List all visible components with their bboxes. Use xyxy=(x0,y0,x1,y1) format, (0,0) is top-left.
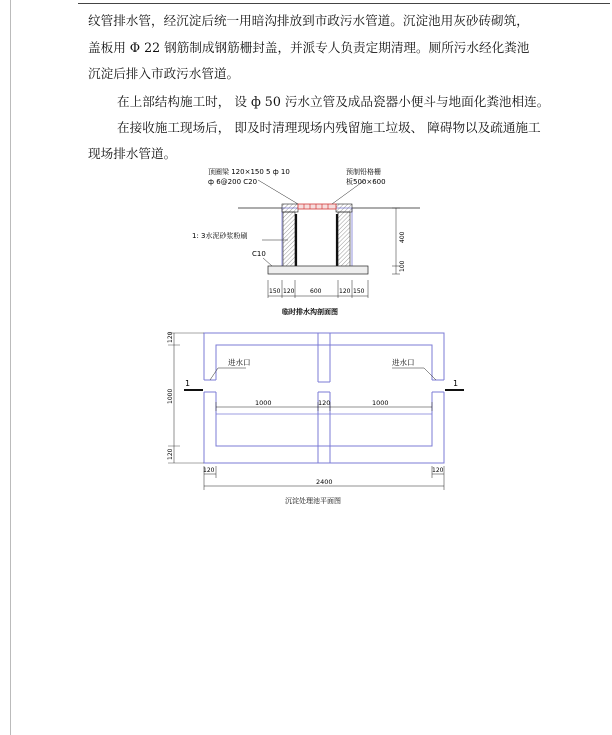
ring-beam-left xyxy=(282,204,298,212)
cut-label-right: 1 xyxy=(453,379,459,388)
dim-bottom-5: 150 xyxy=(353,288,365,295)
body-paragraph-line: 纹管排水管，经沉淀后统一用暗沟排放到市政污水管道。沉淀池用灰砂砖砌筑， xyxy=(88,13,529,28)
label-grate: 预制铅格栅 xyxy=(346,168,381,176)
tank-outer-wall xyxy=(204,333,444,463)
label-rebar: ф 6@200 C20 xyxy=(208,178,258,186)
dim-left-chamber: 1000 xyxy=(255,399,272,407)
dim-bottom-3: 600 xyxy=(310,288,322,295)
body-paragraph-line: 在接收施工现场后， 即及时清理现场内残留施工垃圾、 障碍物以及疏通施工 xyxy=(117,120,541,135)
dim-side-mid: 1000 xyxy=(167,388,174,404)
trench-wall-right xyxy=(338,212,350,268)
label-c10: C10 xyxy=(252,250,266,258)
c10-base-slab xyxy=(268,266,368,274)
dim-bottom-2: 120 xyxy=(283,288,295,295)
dim-right-chamber: 1000 xyxy=(372,399,389,407)
plan-caption: 沉淀处理池平面图 xyxy=(285,497,341,505)
sedimentation-tank-plan xyxy=(167,331,464,505)
dim-wall-left: 120 xyxy=(203,467,215,474)
body-paragraph-line: 现场排水管道。 xyxy=(88,146,177,161)
inlet-label-left: 进水口 xyxy=(228,358,251,367)
dim-wall-right: 120 xyxy=(432,467,444,474)
dim-bottom-1: 150 xyxy=(269,288,281,295)
body-paragraph-line: 在上部结构施工时， 设 ф 50 污水立管及成品瓷器小便斗与地面化粪池相连。 xyxy=(117,94,550,109)
section-caption: 临时排水沟剖面图 xyxy=(282,308,338,316)
label-ring-beam: 顶圈梁 120×150 5 ф 10 xyxy=(208,168,290,176)
body-paragraph-line: 盖板用 Φ 22 钢筋制成钢筋栅封盖，并派专人负责定期清理。厕所污水经化粪池 xyxy=(88,40,530,55)
dim-right-top: 400 xyxy=(399,231,406,243)
dim-total-length: 2400 xyxy=(316,478,333,486)
dim-bottom-4: 120 xyxy=(339,288,351,295)
dim-side-bottom: 120 xyxy=(167,448,174,460)
body-paragraph-line: 沉淀后排入市政污水管道。 xyxy=(88,66,240,81)
dim-side-top: 120 xyxy=(167,331,174,343)
cut-label-left: 1 xyxy=(185,379,191,388)
dim-right-bottom: 100 xyxy=(399,260,406,272)
label-plate: 板500×600 xyxy=(346,178,386,186)
trench-section-drawing xyxy=(192,167,420,316)
label-mortar: 1: 3水泥砂浆粉刷 xyxy=(192,232,248,240)
ring-beam-right xyxy=(336,204,352,212)
dim-divider: 120 xyxy=(318,399,331,407)
inlet-label-right: 进水口 xyxy=(392,358,415,367)
